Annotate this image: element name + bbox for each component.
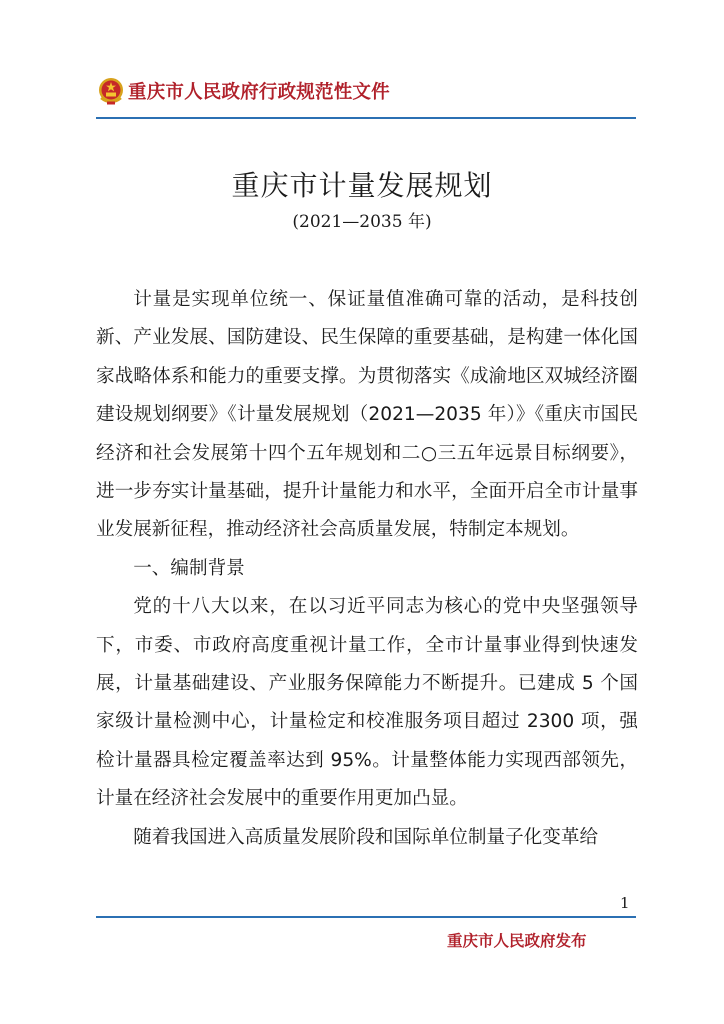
continuation-paragraph: 随着我国进入高质量发展阶段和国际单位制量子化变革给 — [133, 826, 599, 848]
intro-paragraph: 计量是实现单位统一、保证量值准确可靠的活动，是科技创新、产业发展、国防建设、民生保障的重要基础，是构建一体化国家战略体系和能力的重要支撑。为贯彻落实《成渝地区双城经济圈建设规划纲要》《计量发展规划（2021—2035 年）》《重庆市国民经济和社会发展第十四个五年规划和二○三五年远景目标纲要》，进一步夯实计量基础，提升计量能力和水平，全面开启全市计量事业发展新征程，推动经济社会高质量发展，特制定本规划。 — [96, 289, 638, 541]
page-number: 1 — [620, 894, 630, 912]
background-paragraph: 党的十八大以来，在以习近平同志为核心的党中央坚强领导下，市委、市政府高度重视计量工作，全市计量事业得到快速发展，计量基础建设、产业服务保障能力不断提升。已建成 5 个国家级计量检测中心，计量检定和校准服务项目超过 2300 项，强检计量器具检定覆盖率达到 95%。计量整体能力实现西部领先，计量在经济社会发展中的重要作用更加凸显。 — [96, 596, 638, 810]
document-body — [96, 281, 638, 857]
document-header — [98, 73, 390, 109]
document-title: 重庆市计量发展规划 — [231, 169, 493, 202]
document-subtitle: (2021—2035 年) — [292, 212, 432, 232]
footer-divider — [96, 916, 636, 918]
header-title: 重庆市人民政府行政规范性文件 — [128, 82, 390, 103]
footer-publisher: 重庆市人民政府发布 — [447, 932, 587, 950]
section-heading-background: 一、编制背景 — [133, 557, 245, 579]
national-emblem-icon — [98, 76, 124, 106]
header-divider — [96, 117, 636, 119]
